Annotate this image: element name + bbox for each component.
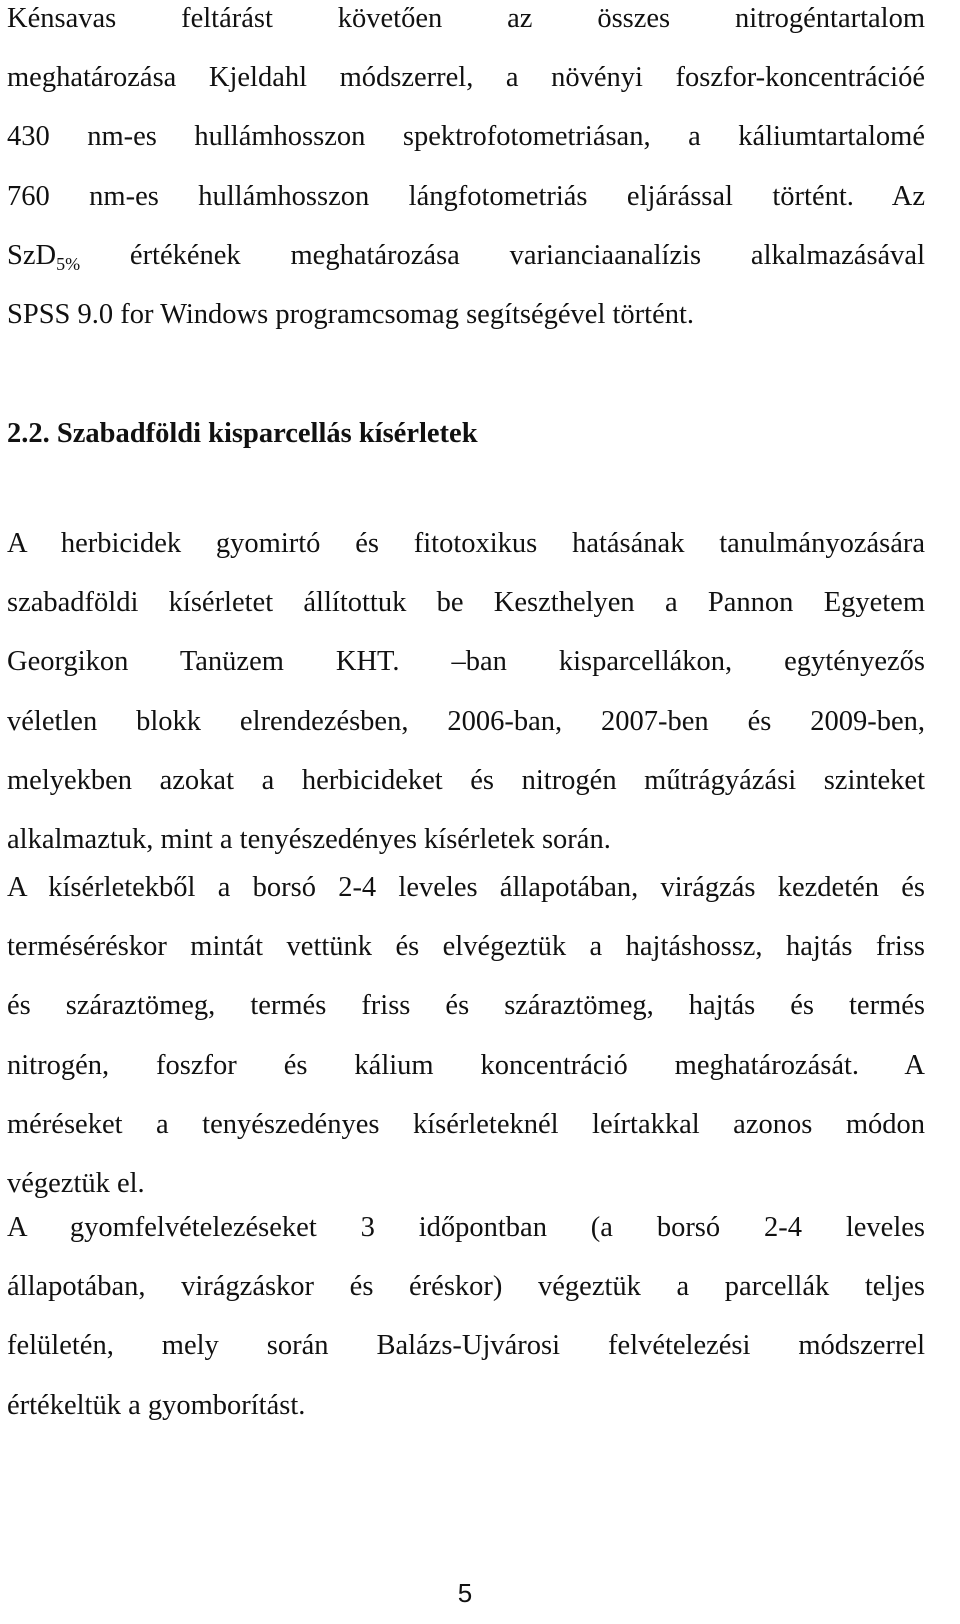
text-line: méréseket a tenyészedényes kísérleteknél leírtakkal azonos módon xyxy=(7,1108,925,1140)
text-line: szabadföldi kísérletet állítottuk be Keszthelyen a Pannon Egyetem xyxy=(7,587,925,619)
szd-line-rest: értékének meghatározása varianciaanalízis alkalmazásával xyxy=(80,239,925,271)
text-line: véletlen blokk elrendezésben, 2006-ban, 2007-ben és 2009-ben, xyxy=(7,705,925,737)
text-line: alkalmaztuk, mint a tenyészedényes kísérletek során. xyxy=(7,823,611,855)
text-line: állapotában, virágzáskor és éréskor) végeztük a parcellák teljes xyxy=(7,1271,925,1303)
page-number: 5 xyxy=(457,1578,473,1608)
text-line: SPSS 9.0 for Windows programcsomag segítségével történt. xyxy=(7,298,695,330)
text-line: A gyomfelvételezéseket 3 időpontban (a borsó 2-4 leveles xyxy=(7,1212,925,1243)
text-line: Kénsavas feltárást követően az összes nitrogéntartalom xyxy=(7,3,925,34)
text-line: melyekben azokat a herbicideket és nitrogén műtrágyázási szinteket xyxy=(7,764,925,796)
section-heading: 2.2. Szabadföldi kisparcellás kísérletek xyxy=(7,418,478,449)
text-line: nitrogén, foszfor és kálium koncentráció meghatározását. A xyxy=(7,1049,925,1081)
paragraph-field-experiment xyxy=(7,514,925,869)
text-line: 430 nm-es hullámhosszon spektrofotometriásan, a káliumtartalomé xyxy=(7,121,925,153)
text-line: meghatározása Kjeldahl módszerrel, a növényi foszfor-koncentrációé xyxy=(7,62,925,94)
paragraph-sampling xyxy=(7,858,925,1213)
text-line: A herbicidek gyomirtó és fitotoxikus hatásának tanulmányozására xyxy=(7,528,925,559)
text-line: terméséréskor mintát vettünk és elvégeztük a hajtáshossz, hajtás friss xyxy=(7,931,925,963)
text-line: felületén, mely során Balázs-Ujvárosi felvételezési módszerrel xyxy=(7,1330,925,1362)
text-line xyxy=(7,226,925,285)
szd-label: SzD xyxy=(7,239,57,271)
text-line: végeztük el. xyxy=(7,1167,145,1199)
paragraph-weed-survey xyxy=(7,1198,925,1435)
paragraph-analysis-methods xyxy=(7,0,925,344)
text-line: Georgikon Tanüzem KHT. –ban kisparcellákon, egytényezős xyxy=(7,646,925,678)
text-line: A kísérletekből a borsó 2-4 leveles állapotában, virágzás kezdetén és xyxy=(7,872,925,903)
text-line: és száraztömeg, termés friss és száraztömeg, hajtás és termés xyxy=(7,990,925,1022)
text-line: értékeltük a gyomborítást. xyxy=(7,1389,306,1421)
szd-subscript: 5% xyxy=(56,253,81,274)
text-line: 760 nm-es hullámhosszon lángfotometriás eljárással történt. Az xyxy=(7,180,925,212)
